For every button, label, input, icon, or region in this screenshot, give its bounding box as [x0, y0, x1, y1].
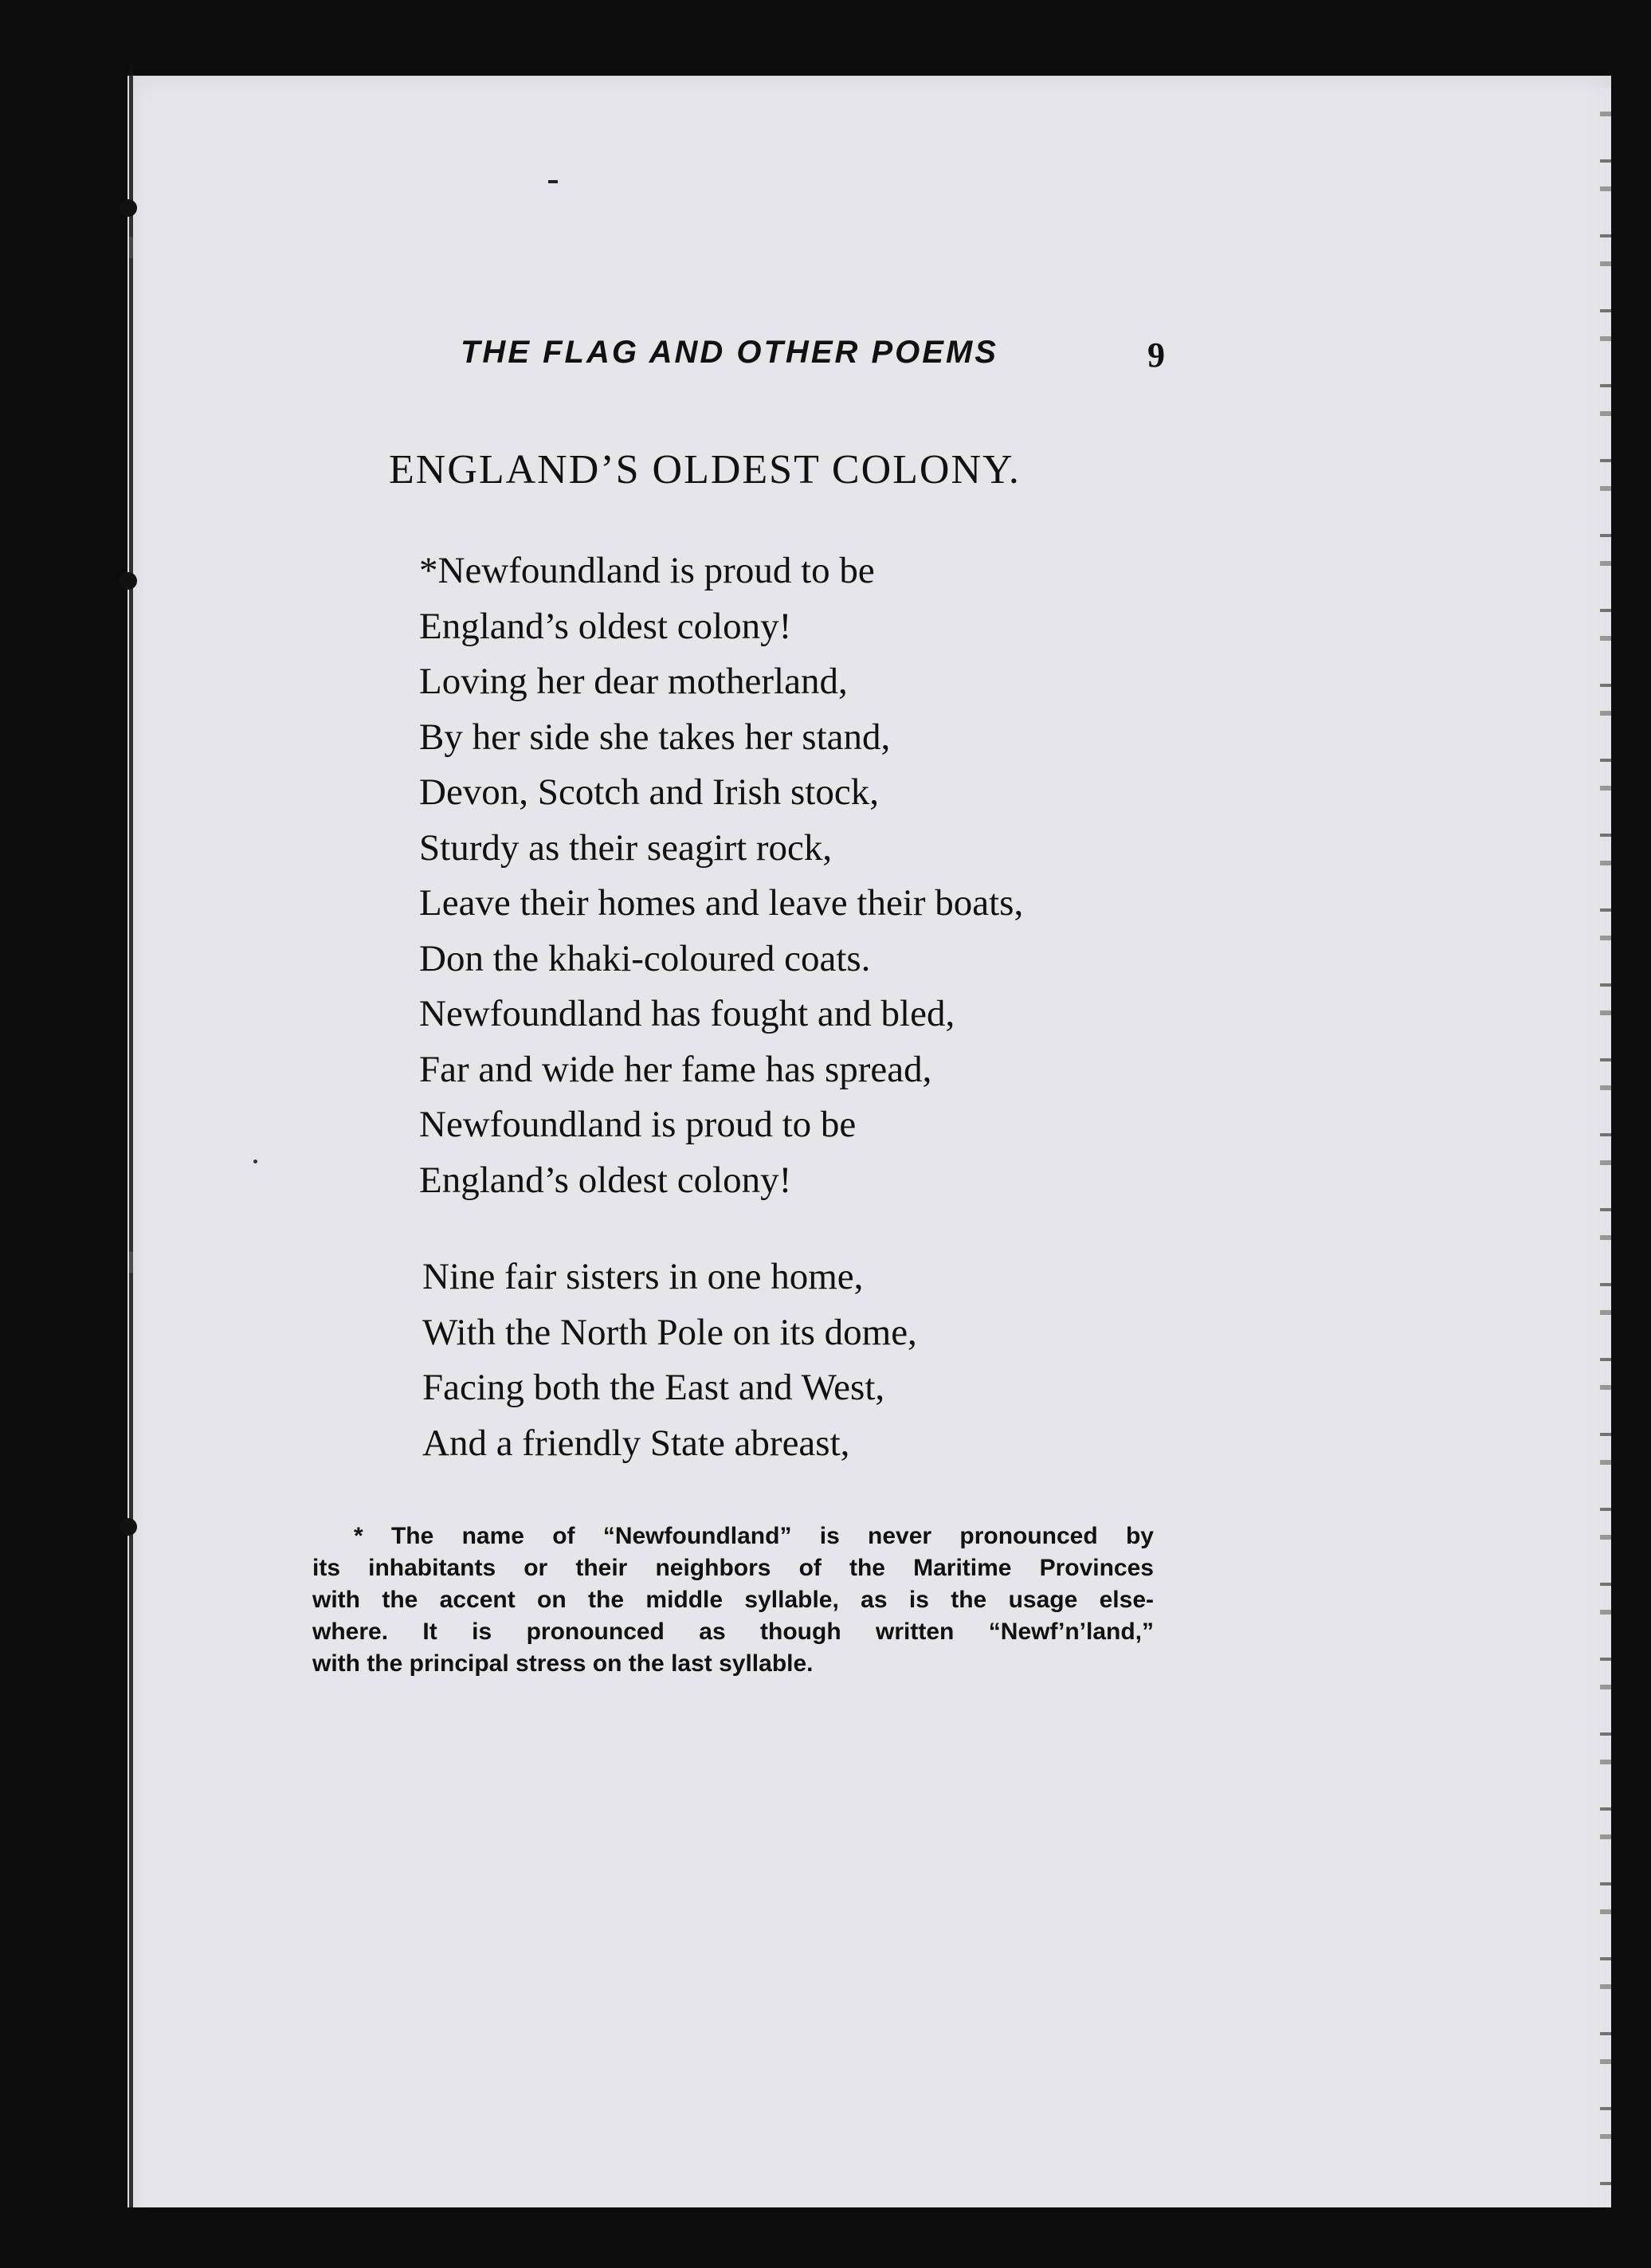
- page-speck: [548, 180, 558, 183]
- footnote-line: * The name of “Newfoundland” is never pronounced by: [354, 1523, 1154, 1549]
- page-speck: [253, 1160, 257, 1163]
- poem-line: Sturdy as their seagirt rock,: [419, 826, 833, 869]
- poem-line: By her side she takes her stand,: [419, 716, 891, 758]
- poem-stanza-2: [422, 1250, 917, 1471]
- poem-line: Facing both the East and West,: [422, 1367, 885, 1408]
- page-number: 9: [1147, 335, 1165, 375]
- poem-line: Far and wide her fame has spread,: [419, 1048, 932, 1090]
- poem-line: Nine fair sisters in one home,: [422, 1256, 864, 1297]
- footnote-line: with the principal stress on the last syllable.: [312, 1650, 814, 1677]
- poem-stanza-1: [419, 543, 1023, 1208]
- gutter-ink-mark: [120, 1518, 137, 1536]
- poem-line: Devon, Scotch and Irish stock,: [419, 771, 879, 813]
- poem-line: With the North Pole on its dome,: [422, 1311, 917, 1353]
- gutter-ink-mark: [120, 199, 137, 217]
- poem-line: Loving her dear motherland,: [419, 661, 848, 702]
- scan-bottom-border: [0, 2207, 1651, 2268]
- footnote: [312, 1521, 1154, 1680]
- footnote-line: its inhabitants or their neighbors of the Maritime Provinces: [312, 1555, 1154, 1581]
- poem-line: And a friendly State abreast,: [422, 1422, 850, 1464]
- poem-line: England’s oldest colony!: [419, 605, 792, 647]
- poem-title: ENGLAND’S OLDEST COLONY.: [389, 447, 1021, 492]
- poem-line: Leave their homes and leave their boats,: [419, 882, 1024, 924]
- poem-line: *Newfoundland is proud to be: [419, 550, 875, 591]
- footnote-line: where. It is pronounced as though written “Newf’n’land,”: [312, 1619, 1154, 1645]
- footnote-line: with the accent on the middle syllable, as is the usage else-: [312, 1587, 1154, 1613]
- right-page-edge: [1600, 88, 1611, 2231]
- scan-top-border: [0, 0, 1651, 76]
- poem-line: Newfoundland is proud to be: [419, 1104, 857, 1145]
- poem-line: Don the khaki-coloured coats.: [419, 937, 871, 979]
- running-head-title: THE FLAG AND OTHER POEMS: [461, 335, 998, 370]
- poem-line: England’s oldest colony!: [419, 1159, 792, 1201]
- binding-gutter-line: [129, 64, 133, 2223]
- gutter-ink-mark: [120, 572, 137, 590]
- poem-line: Newfoundland has fought and bled,: [419, 993, 955, 1034]
